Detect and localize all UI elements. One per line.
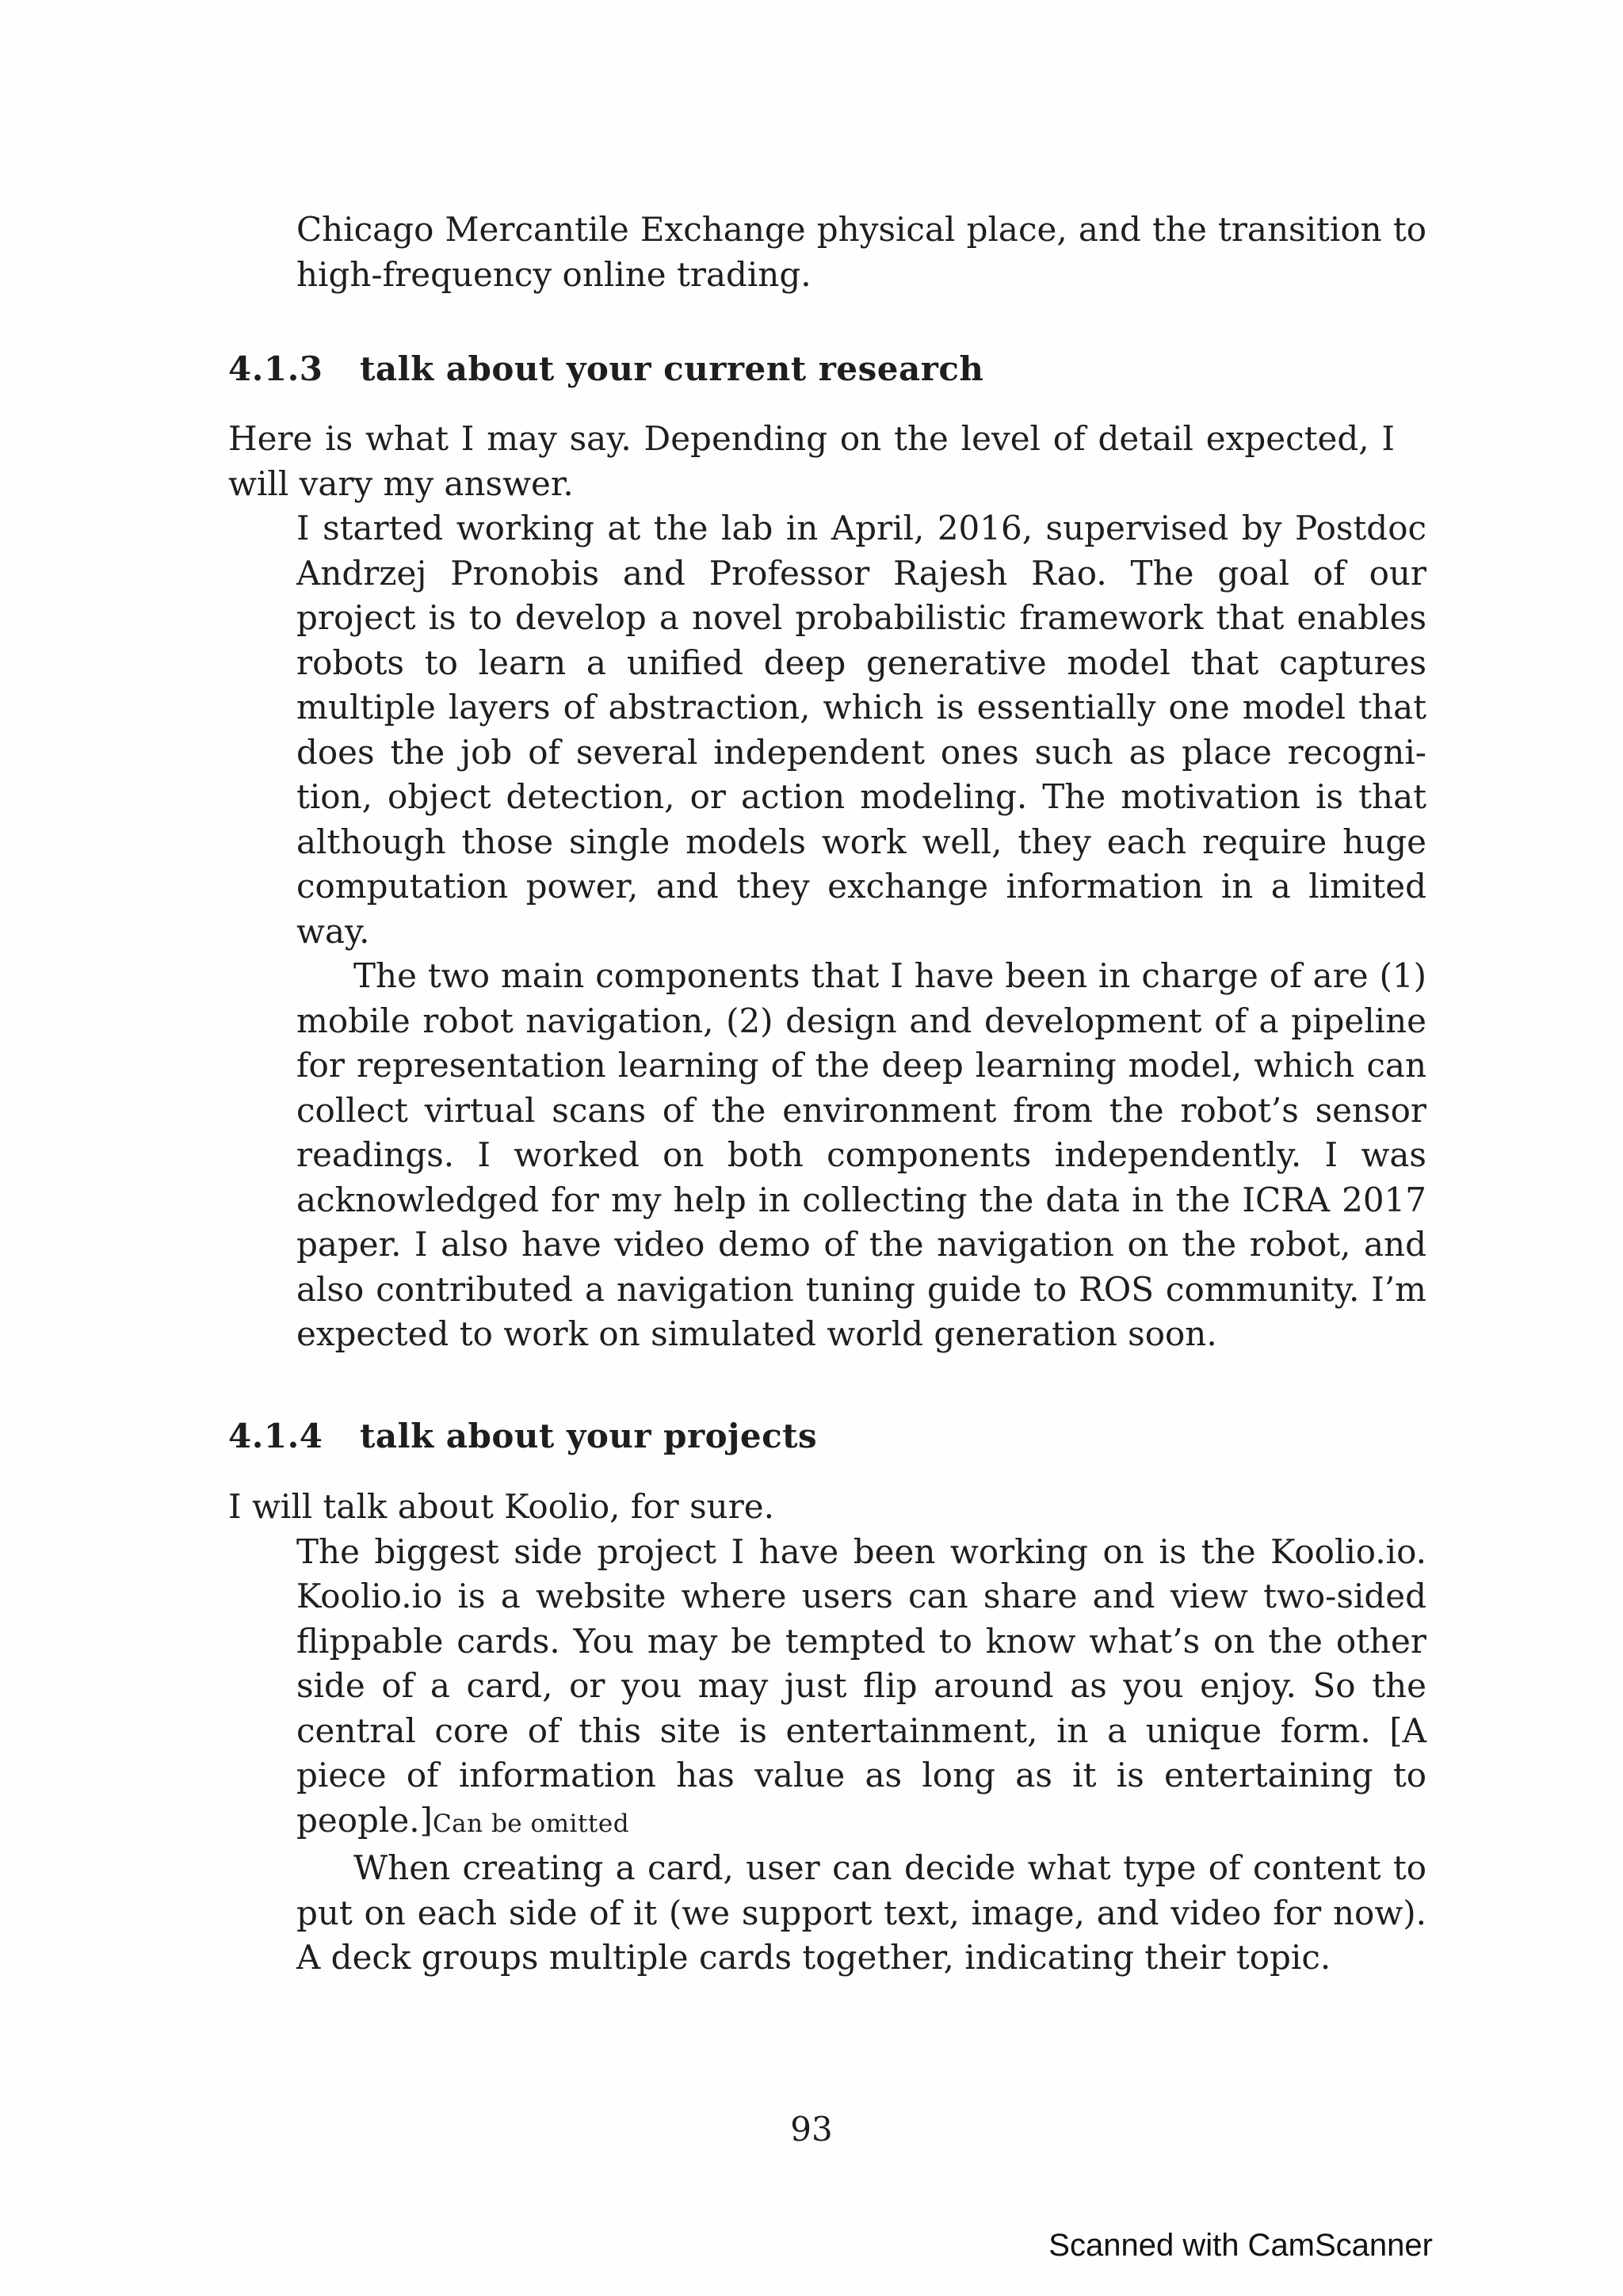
- section-heading-4-1-4: [228, 1414, 817, 1459]
- project-paragraph-1: [296, 1530, 1426, 1847]
- section-4-1-4-body: [228, 1485, 1426, 1981]
- section-lead-paragraph: Here is what I may say. Depending on the level of detail expected, I will vary my answer.: [228, 419, 1395, 503]
- research-paragraph-1: I started working at the lab in April, 2016, supervised by Postdoc Andrzej Pronobis and Professor Rajesh Rao. The goal of our project is to develop a novel probabilistic framework that enables robots to learn a unified deep generative model that captures multiple layers of abstraction, which is essentially one model that does the job of several independent ones such as place recognition, object detection, or action modeling. The motivation is that although those single models work well, they each require huge computation power, and they exchange information in a limited way.: [296, 509, 1426, 951]
- section-number: 4.1.4: [228, 1417, 323, 1455]
- intro-paragraph: Chicago Mercantile Exchange physical place, and the transition to high-frequency online trading.: [296, 210, 1426, 294]
- page-number: 93: [790, 2110, 833, 2149]
- project-paragraph-1-text: The biggest side project I have been working on is the Koolio.io. Koolio.io is a website where users can share and view two-sided flippable cards. You may be tempted to know what’s on the other side of a card, or you may just flip around as you enjoy. So the central core of this site is entertainment, in a unique form. [A piece of information has value as long as it is entertaining to people.]: [296, 1531, 1426, 1840]
- intro-block: [228, 208, 1426, 297]
- section-title: talk about your current research: [360, 349, 984, 388]
- section-number: 4.1.3: [228, 349, 323, 388]
- section-4-1-3-body: [228, 417, 1426, 1357]
- omission-note: Can be omitted: [432, 1809, 630, 1838]
- scanner-watermark: Scanned with CamScanner: [1048, 2228, 1433, 2263]
- section-title: talk about your projects: [360, 1417, 818, 1455]
- research-paragraph-2: The two main components that I have been in charge of are (1) mobile robot navigation, (2) design and development of a pipeline for representation learning of the deep learning model, which can collect virtual scans of the environment from the robot’s sensor readings. I worked on both components independently. I was acknowledged for my help in collecting the data in the ICRA 2017 paper. I also have video demo of the navigation on the robot, and also contributed a navigation tuning guide to ROS community. I’m expected to work on simulated world generation soon.: [296, 956, 1426, 1353]
- section-lead-paragraph: I will talk about Koolio, for sure.: [228, 1487, 775, 1526]
- project-paragraph-2: When creating a card, user can decide what type of content to put on each side of it (we support text, image, and video for now). A deck groups multiple cards together, indicating their topic.: [296, 1848, 1426, 1977]
- section-heading-4-1-3: [228, 347, 983, 391]
